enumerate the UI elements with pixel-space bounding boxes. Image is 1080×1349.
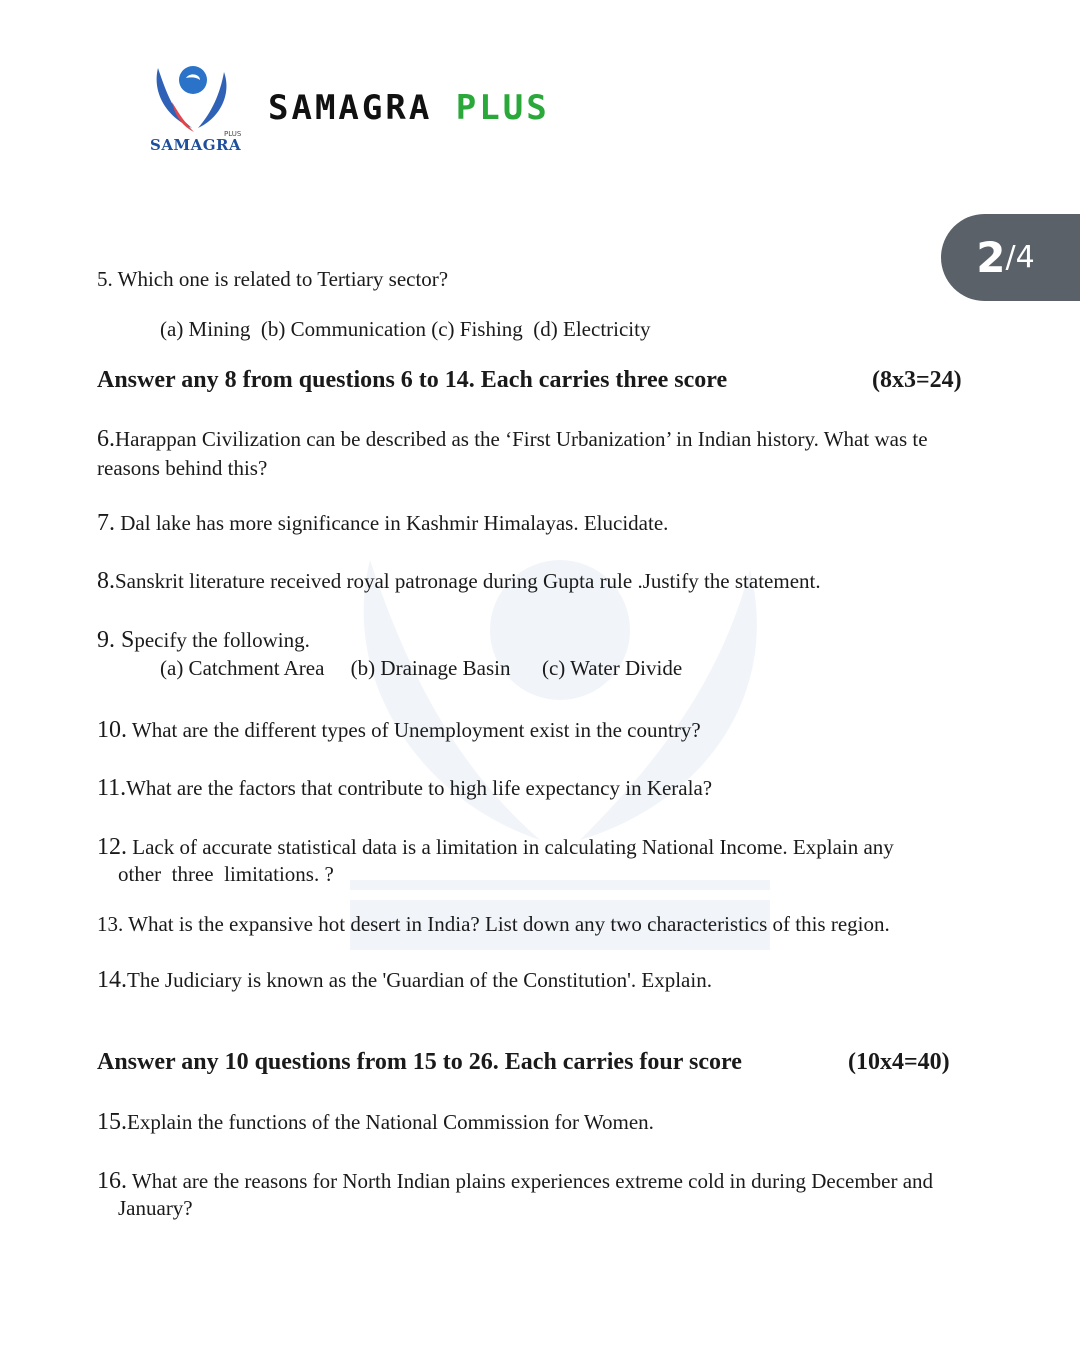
page-current: 2: [976, 233, 1006, 282]
question-15-text: Explain the functions of the National Commission for Women.: [127, 1110, 654, 1134]
question-9: [97, 627, 310, 654]
brand-name: SAMAGRA: [268, 88, 433, 128]
question-14-text: The Judiciary is known as the 'Guardian of the Constitution'. Explain.: [127, 968, 712, 992]
page-total: 4: [1015, 240, 1035, 275]
question-9-options: (a) Catchment Area (b) Drainage Basin (c) Water Divide: [160, 656, 683, 680]
question-15: [97, 1109, 654, 1136]
section-1-heading: Answer any 8 from questions 6 to 14. Each carries three score: [97, 367, 728, 393]
question-11-text: What are the factors that contribute to high life expectancy in Kerala?: [126, 776, 713, 800]
question-7-number: 7.: [97, 510, 115, 536]
question-14-number: 14.: [97, 967, 127, 993]
section-1-marks: (8x3=24): [872, 367, 962, 393]
section-2-marks: (10x4=40): [848, 1049, 950, 1075]
question-12-number: 12.: [97, 834, 127, 860]
question-16-line2: January?: [118, 1196, 193, 1220]
page-separator: /: [1005, 240, 1016, 275]
question-11-number: 11.: [97, 775, 127, 801]
question-9-number: 9. S: [97, 627, 135, 653]
question-5: 5. Which one is related to Tertiary sector?: [97, 267, 449, 291]
question-16: [97, 1168, 933, 1195]
question-8-number: 8.: [97, 568, 115, 594]
logo-wordmark: SAMAGRA: [150, 136, 242, 154]
question-13: 13. What is the expansive hot desert in India? List down any two characteristics of this region.: [97, 912, 890, 936]
brand-title: [268, 88, 550, 128]
question-10-text: What are the different types of Unemployment exist in the country?: [127, 718, 701, 742]
question-6: [97, 426, 928, 453]
logo-superscript: PLUS: [224, 130, 242, 138]
question-10: [97, 717, 701, 744]
page-indicator-badge: [941, 214, 1080, 301]
question-6-line2: reasons behind this?: [97, 456, 268, 480]
question-8-text: Sanskrit literature received royal patronage during Gupta rule .Justify the statement.: [115, 569, 821, 593]
question-6-number: 6.: [97, 426, 115, 452]
question-16-line1: What are the reasons for North Indian plains experiences extreme cold in during December and: [127, 1169, 934, 1193]
question-12: [97, 834, 894, 861]
question-8: [97, 568, 821, 595]
question-11: [97, 775, 712, 802]
question-10-number: 10.: [97, 717, 127, 743]
question-12-line2: other three limitations. ?: [118, 862, 334, 886]
section-2-heading: Answer any 10 questions from 15 to 26. Each carries four score: [97, 1049, 742, 1075]
samagra-logo-icon: [146, 62, 246, 154]
brand-plus: PLUS: [455, 88, 550, 128]
question-12-line1: Lack of accurate statistical data is a limitation in calculating National Income. Explain any: [127, 835, 894, 859]
samagra-watermark-icon: [330, 540, 790, 960]
question-6-line1: Harappan Civilization can be described as the ‘First Urbanization’ in Indian history. What was te: [115, 427, 928, 451]
question-9-text: pecify the following.: [134, 628, 310, 652]
question-7-text: Dal lake has more significance in Kashmir Himalayas. Elucidate.: [115, 511, 669, 535]
question-7: [97, 510, 668, 537]
question-5-options: (a) Mining (b) Communication (c) Fishing (d) Electricity: [160, 317, 651, 341]
question-16-number: 16.: [97, 1168, 127, 1194]
question-15-number: 15.: [97, 1109, 127, 1135]
question-14: [97, 967, 712, 994]
